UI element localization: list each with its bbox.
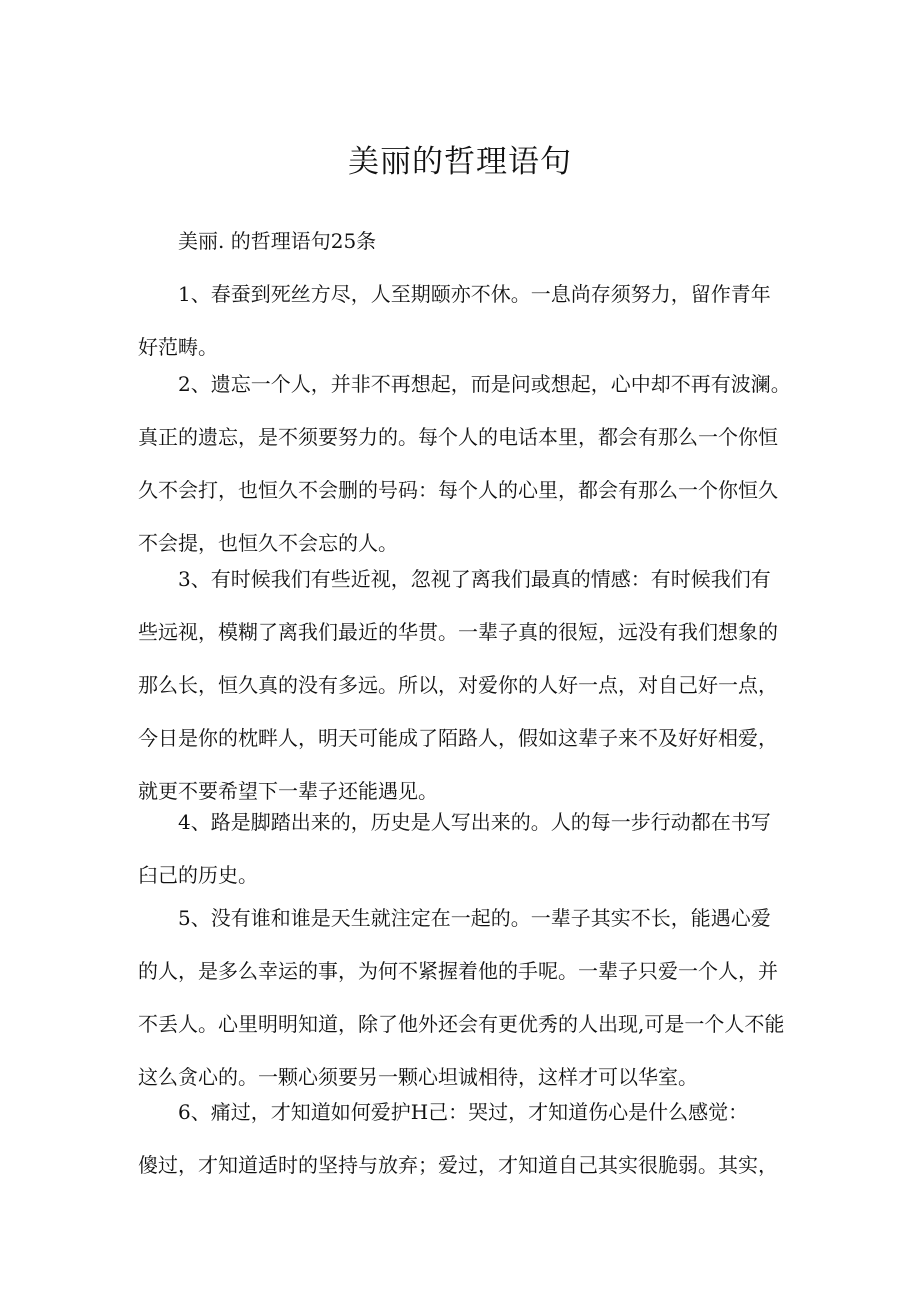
- paragraph-2: [138, 358, 791, 570]
- paragraph-line: 就更不要希望下一辈子还能遇见。: [138, 779, 438, 803]
- paragraph-line: 不丢人。心里明明知道，除了他外还会有更优秀的人出现,可是一个人不能: [138, 1012, 785, 1036]
- paragraph-line: 久不会打，也恒久不会删的号码：每个人的心里，都会有那么一个你恒久: [138, 478, 778, 502]
- paragraph-3: [138, 553, 784, 818]
- document-subtitle: 美丽. 的哲理语句25条: [178, 229, 377, 253]
- paragraph-line: 4、路是脚踏出来的，历史是人写出来的。人的每一步行动都在书写: [178, 810, 771, 834]
- paragraph-line: 真正的遗忘，是不须要努力的。每个人的电话本里，都会有那么一个你恒: [138, 425, 778, 449]
- paragraph-line: 好范畴。: [138, 335, 218, 359]
- paragraph-line: 不会提，也恒久不会忘的人。: [138, 531, 398, 555]
- paragraph-line: 2、遗忘一个人，并非不再想起，而是问或想起，心中却不再有波澜。: [178, 372, 791, 396]
- paragraph-5: [138, 892, 784, 1104]
- paragraph-line: 这么贪心的。一颗心须要另一颗心坦诚相待，这样才可以华室。: [138, 1065, 698, 1089]
- paragraph-line: 1、春蚕到死丝方尽，人至期颐亦不休。一息尚存须努力，留作青年: [178, 282, 771, 306]
- document-title: 美丽的哲理语句: [348, 144, 572, 180]
- paragraph-line: 3、有时候我们有些近视，忽视了离我们最真的情感：有时候我们有: [178, 567, 771, 591]
- paragraph-line: 傻过，才知道适时的坚持与放弃；爱过，才知道自己其实很脆弱。其实，: [138, 1153, 778, 1177]
- paragraph-line: 的人，是多么幸运的事，为何不紧握着他的手呢。一辈子只爱一个人，并: [138, 959, 778, 983]
- paragraph-4: [138, 796, 784, 902]
- paragraph-line: 5、没有谁和谁是天生就注定在一起的。一辈子其实不长，能遇心爱: [178, 906, 771, 930]
- paragraph-6: [138, 1086, 784, 1192]
- paragraph-line: 臼己的历史。: [138, 863, 258, 887]
- paragraph-line: 那么长，恒久真的没有多远。所以，对爱你的人好一点，对自己好一点，: [138, 673, 778, 697]
- paragraph-line: 今日是你的枕畔人，明天可能成了陌路人，假如这辈子来不及好好相爱，: [138, 726, 778, 750]
- paragraph-line: 些远视，模糊了离我们最近的华贯。一辈子真的很短，远没有我们想象的: [138, 620, 778, 644]
- paragraph-line: 6、痛过，才知道如何爱护H己：哭过，才知道伤心是什么感觉：: [178, 1100, 749, 1124]
